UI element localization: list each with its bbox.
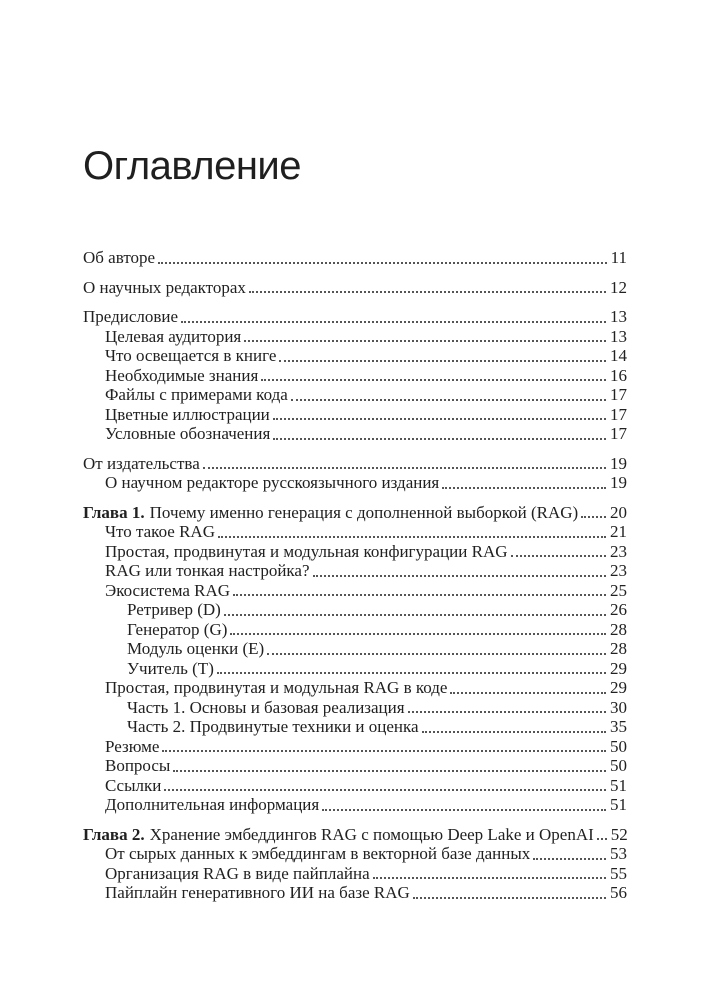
toc-entry-chapter-label: Глава 2. [83, 824, 145, 844]
toc-entry-title: Хранение эмбеддингов RAG с помощью Deep Lake и OpenAI [149, 824, 594, 844]
toc-entry-title: RAG или тонкая настройка? [105, 561, 310, 580]
dot-leader [164, 789, 606, 791]
toc-entry-title: Учитель (T) [127, 658, 214, 678]
toc-entry-title: Файлы с примерами кода [105, 385, 288, 404]
toc-entry [83, 883, 627, 903]
dot-leader [442, 487, 606, 489]
toc-entry-page-number: 35 [610, 717, 627, 736]
toc-entry [83, 454, 627, 474]
toc-entry [83, 659, 627, 679]
toc-entry [83, 542, 627, 562]
dot-leader [173, 770, 606, 772]
dot-leader [581, 516, 606, 518]
page-title: Оглавление [83, 144, 302, 188]
toc-entry-page-number: 28 [610, 639, 627, 658]
toc-entry-title: Целевая аудитория [105, 326, 242, 346]
dot-leader [273, 438, 606, 440]
toc-entry-title: О научных редакторах [83, 277, 246, 297]
toc-entry-title: О научном редакторе русскоязычного издания [105, 473, 440, 492]
toc-entry [83, 717, 627, 737]
toc-entry-title: Ретривер (D) [127, 600, 221, 619]
toc-entry-title: От сырых данных к эмбеддингам в векторной базе данных [105, 844, 531, 863]
toc-entry-title: Резюме [105, 736, 160, 756]
toc-entry [83, 366, 627, 386]
dot-leader [422, 731, 606, 733]
toc-entry-page-number: 26 [610, 600, 627, 619]
dot-leader [322, 809, 606, 811]
toc-entry [83, 473, 627, 493]
toc-entry-page-number: 19 [610, 453, 627, 473]
toc-entry-title: Простая, продвинутая и модульная конфигурации RAG [105, 541, 508, 561]
toc-entry-title: Организация RAG в виде пайплайна [105, 863, 370, 883]
dot-leader [408, 711, 606, 713]
toc-entry [83, 600, 627, 620]
toc-entry [83, 385, 627, 405]
dot-leader [224, 614, 606, 616]
toc-entry-page-number: 14 [610, 346, 627, 365]
dot-leader [511, 555, 606, 557]
toc-entry-page-number: 51 [610, 795, 627, 814]
toc-entry-page-number: 12 [610, 277, 627, 297]
toc-entry [83, 405, 627, 425]
dot-leader [261, 379, 606, 381]
toc-entry [83, 503, 627, 523]
dot-leader [217, 672, 606, 674]
dot-leader [373, 877, 606, 879]
toc-entry-title: Часть 1. Основы и базовая реализация [127, 697, 405, 717]
toc-entry-page-number: 56 [610, 883, 627, 902]
toc-entry-page-number: 23 [610, 541, 627, 561]
toc-entry [83, 561, 627, 581]
toc-entry-title: Ссылки [105, 775, 162, 795]
toc-entry-page-number: 29 [610, 678, 627, 697]
dot-leader [291, 399, 606, 401]
toc-entry [83, 864, 627, 884]
toc-entry [83, 278, 627, 298]
toc-entry-page-number: 21 [610, 522, 627, 541]
dot-leader [233, 594, 606, 596]
toc-entry [83, 327, 627, 347]
toc-entry-title: Почему именно генерация с дополненной выборкой (RAG) [149, 502, 579, 522]
dot-leader [267, 653, 606, 655]
toc-entry-page-number: 50 [610, 756, 627, 775]
toc-entry-page-number: 19 [610, 473, 627, 492]
dot-leader [218, 536, 606, 538]
toc-entry-page-number: 50 [610, 736, 627, 756]
toc-entry [83, 795, 627, 815]
toc-entry-page-number: 51 [610, 775, 627, 795]
dot-leader [249, 291, 606, 293]
dot-leader [203, 467, 606, 469]
toc-list [83, 248, 627, 903]
dot-leader [533, 858, 606, 860]
toc-entry [83, 620, 627, 640]
toc-entry [83, 346, 627, 366]
toc-entry [83, 776, 627, 796]
dot-leader [413, 897, 606, 899]
toc-entry-page-number: 16 [610, 365, 627, 385]
toc-entry-page-number: 20 [610, 502, 627, 522]
toc-entry [83, 639, 627, 659]
toc-entry-title: Предисловие [83, 307, 179, 326]
toc-entry-chapter-label: Глава 1. [83, 502, 145, 522]
toc-entry-page-number: 53 [610, 844, 627, 863]
dot-leader [313, 575, 606, 577]
toc-entry-page-number: 29 [610, 658, 627, 678]
toc-entry [83, 307, 627, 327]
dot-leader [279, 360, 606, 362]
dot-leader [244, 340, 606, 342]
toc-entry-page-number: 11 [610, 248, 627, 267]
toc-entry-title: Экосистема RAG [105, 580, 231, 600]
toc-entry [83, 522, 627, 542]
toc-entry-title: Что освещается в книге [105, 346, 277, 365]
toc-entry [83, 248, 627, 268]
dot-leader [273, 418, 606, 420]
toc-entry-title: Часть 2. Продвинутые техники и оценка [127, 717, 419, 736]
toc-entry-page-number: 30 [610, 697, 627, 717]
toc-entry [83, 825, 627, 845]
toc-entry-title: Генератор (G) [127, 619, 228, 639]
dot-leader [597, 838, 607, 840]
toc-entry-page-number: 17 [610, 424, 627, 443]
toc-entry-page-number: 13 [610, 326, 627, 346]
toc-entry-title: Вопросы [105, 756, 171, 775]
toc-entry [83, 581, 627, 601]
toc-entry-page-number: 28 [610, 619, 627, 639]
toc-entry-title: Об авторе [83, 248, 156, 267]
toc-entry-title: Простая, продвинутая и модульная RAG в коде [105, 678, 448, 697]
toc-entry [83, 844, 627, 864]
dot-leader [450, 692, 606, 694]
toc-entry-page-number: 55 [610, 863, 627, 883]
toc-entry-title: Цветные иллюстрации [105, 404, 270, 424]
toc-entry-page-number: 13 [610, 307, 627, 326]
toc-entry-page-number: 25 [610, 580, 627, 600]
toc-entry-title: Модуль оценки (E) [127, 639, 265, 658]
toc-entry [83, 424, 627, 444]
toc-entry-page-number: 17 [610, 404, 627, 424]
toc-entry-page-number: 52 [610, 824, 628, 844]
toc-entry [83, 737, 627, 757]
toc-entry-page-number: 17 [610, 385, 627, 404]
toc-entry [83, 698, 627, 718]
toc-entry [83, 678, 627, 698]
toc-entry [83, 756, 627, 776]
dot-leader [230, 633, 606, 635]
toc-entry-title: Что такое RAG [105, 522, 215, 541]
toc-entry-title: Дополнительная информация [105, 795, 320, 814]
toc-entry-title: Пайплайн генеративного ИИ на базе RAG [105, 883, 410, 902]
dot-leader [162, 750, 606, 752]
toc-entry-page-number: 23 [610, 561, 627, 580]
dot-leader [181, 321, 606, 323]
toc-entry-title: Необходимые знания [105, 365, 259, 385]
toc-entry-title: От издательства [83, 453, 200, 473]
toc-entry-title: Условные обозначения [105, 424, 271, 443]
dot-leader [158, 262, 607, 264]
